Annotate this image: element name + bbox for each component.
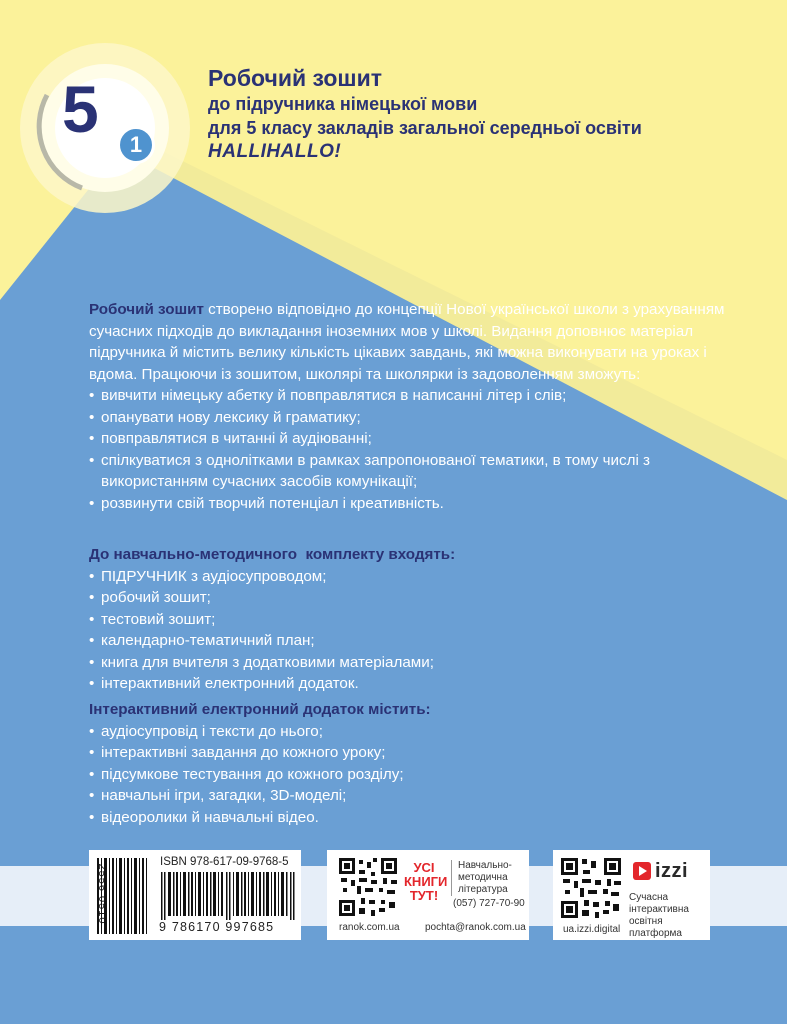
list-item: • опанувати нову лексику й граматику;: [89, 407, 729, 429]
izzi-url[interactable]: ua.izzi.digital: [563, 924, 621, 935]
izzi-card: [553, 850, 710, 940]
list-item: • спілкуватися з однолітками в рамках запропонованої тематики, в тому числі з використанням сучасних засобів комунікації;: [89, 450, 729, 493]
interactive-list: [89, 721, 729, 829]
isbn-barcode: [161, 872, 295, 920]
list-item: • ПІДРУЧНИК з аудіосупроводом;: [89, 566, 729, 588]
book-subtitle-line2: для 5 класу закладів загальної середньої освіти: [208, 118, 642, 138]
kit-heading: До навчально-методичного комплекту входять:: [89, 546, 456, 563]
description-text: створено відповідно до концепції Нової української школи з урахуванням сучасних підходів до викладання іноземних мов у школі. Видання доповнює матеріал підручника й містить велику кількість цікавих завдань, які можна виконувати на уроках і вдома. Працюючи із зошитом, школярі та школярки із задоволенням зможуть:: [89, 301, 725, 383]
series-brand: HALLIHALLO!: [208, 141, 342, 162]
qr-code-icon: [339, 858, 397, 916]
isbn-digits: 9 786170 997685: [159, 920, 275, 934]
izzi-logo-icon: [633, 862, 651, 880]
list-item: • повправлятися в читанні й аудіюванні;: [89, 428, 729, 450]
qr-code-icon: [561, 858, 621, 918]
list-item: • календарно-тематичний план;: [89, 630, 729, 652]
list-item: • тестовий зошит;: [89, 609, 729, 631]
kit-section: [89, 544, 729, 695]
list-item: • аудіосупровід і тексти до нього;: [89, 721, 729, 743]
book-subtitle-line1: до підручника німецької мови: [208, 94, 478, 114]
publisher-site[interactable]: ranok.com.ua: [339, 922, 400, 933]
list-item: • розвинути свій творчий потенціал і креативність.: [89, 493, 729, 515]
book-title: Робочий зошит: [208, 65, 383, 91]
grade-number: 5: [62, 72, 99, 146]
interactive-heading: Інтерактивний електронний додаток містить:: [89, 701, 431, 718]
list-item: • відеоролики й навчальні відео.: [89, 807, 729, 829]
izzi-description: Сучасна інтерактивна освітня платформа: [629, 892, 689, 939]
publisher-card: [327, 850, 529, 940]
list-item: • інтерактивні завдання до кожного уроку;: [89, 742, 729, 764]
description-block: [89, 299, 729, 514]
list-item: • вивчити німецьку абетку й повправлятися в написанні літер і слів;: [89, 385, 729, 407]
list-item: • навчальні ігри, загадки, 3D-моделі;: [89, 785, 729, 807]
izzi-brand: izzi: [655, 860, 689, 882]
description-paragraph: [89, 299, 729, 385]
kit-list: [89, 566, 729, 695]
description-lead: Робочий зошит: [89, 301, 204, 318]
list-item: • книга для вчителя з додатковими матеріалами;: [89, 652, 729, 674]
cover-header: [208, 64, 642, 164]
part-number-badge: 1: [117, 126, 155, 164]
publisher-slogan: УСІ КНИГИ ТУТ!: [404, 860, 448, 903]
interactive-section: [89, 699, 729, 828]
publisher-email[interactable]: pochta@ranok.com.ua: [425, 922, 526, 933]
list-item: • підсумкове тестування до кожного розділу;: [89, 764, 729, 786]
barcode-small: [93, 856, 151, 936]
isbn-card: [89, 850, 301, 940]
isbn-label: ISBN 978-617-09-9768-5: [160, 856, 289, 868]
publisher-phone: (057) 727-70-90: [453, 898, 525, 909]
description-bullets: [89, 385, 729, 514]
publisher-category: Навчально-методична література: [451, 860, 520, 896]
list-item: • інтерактивний електронний додаток.: [89, 673, 729, 695]
list-item: • робочий зошит;: [89, 587, 729, 609]
